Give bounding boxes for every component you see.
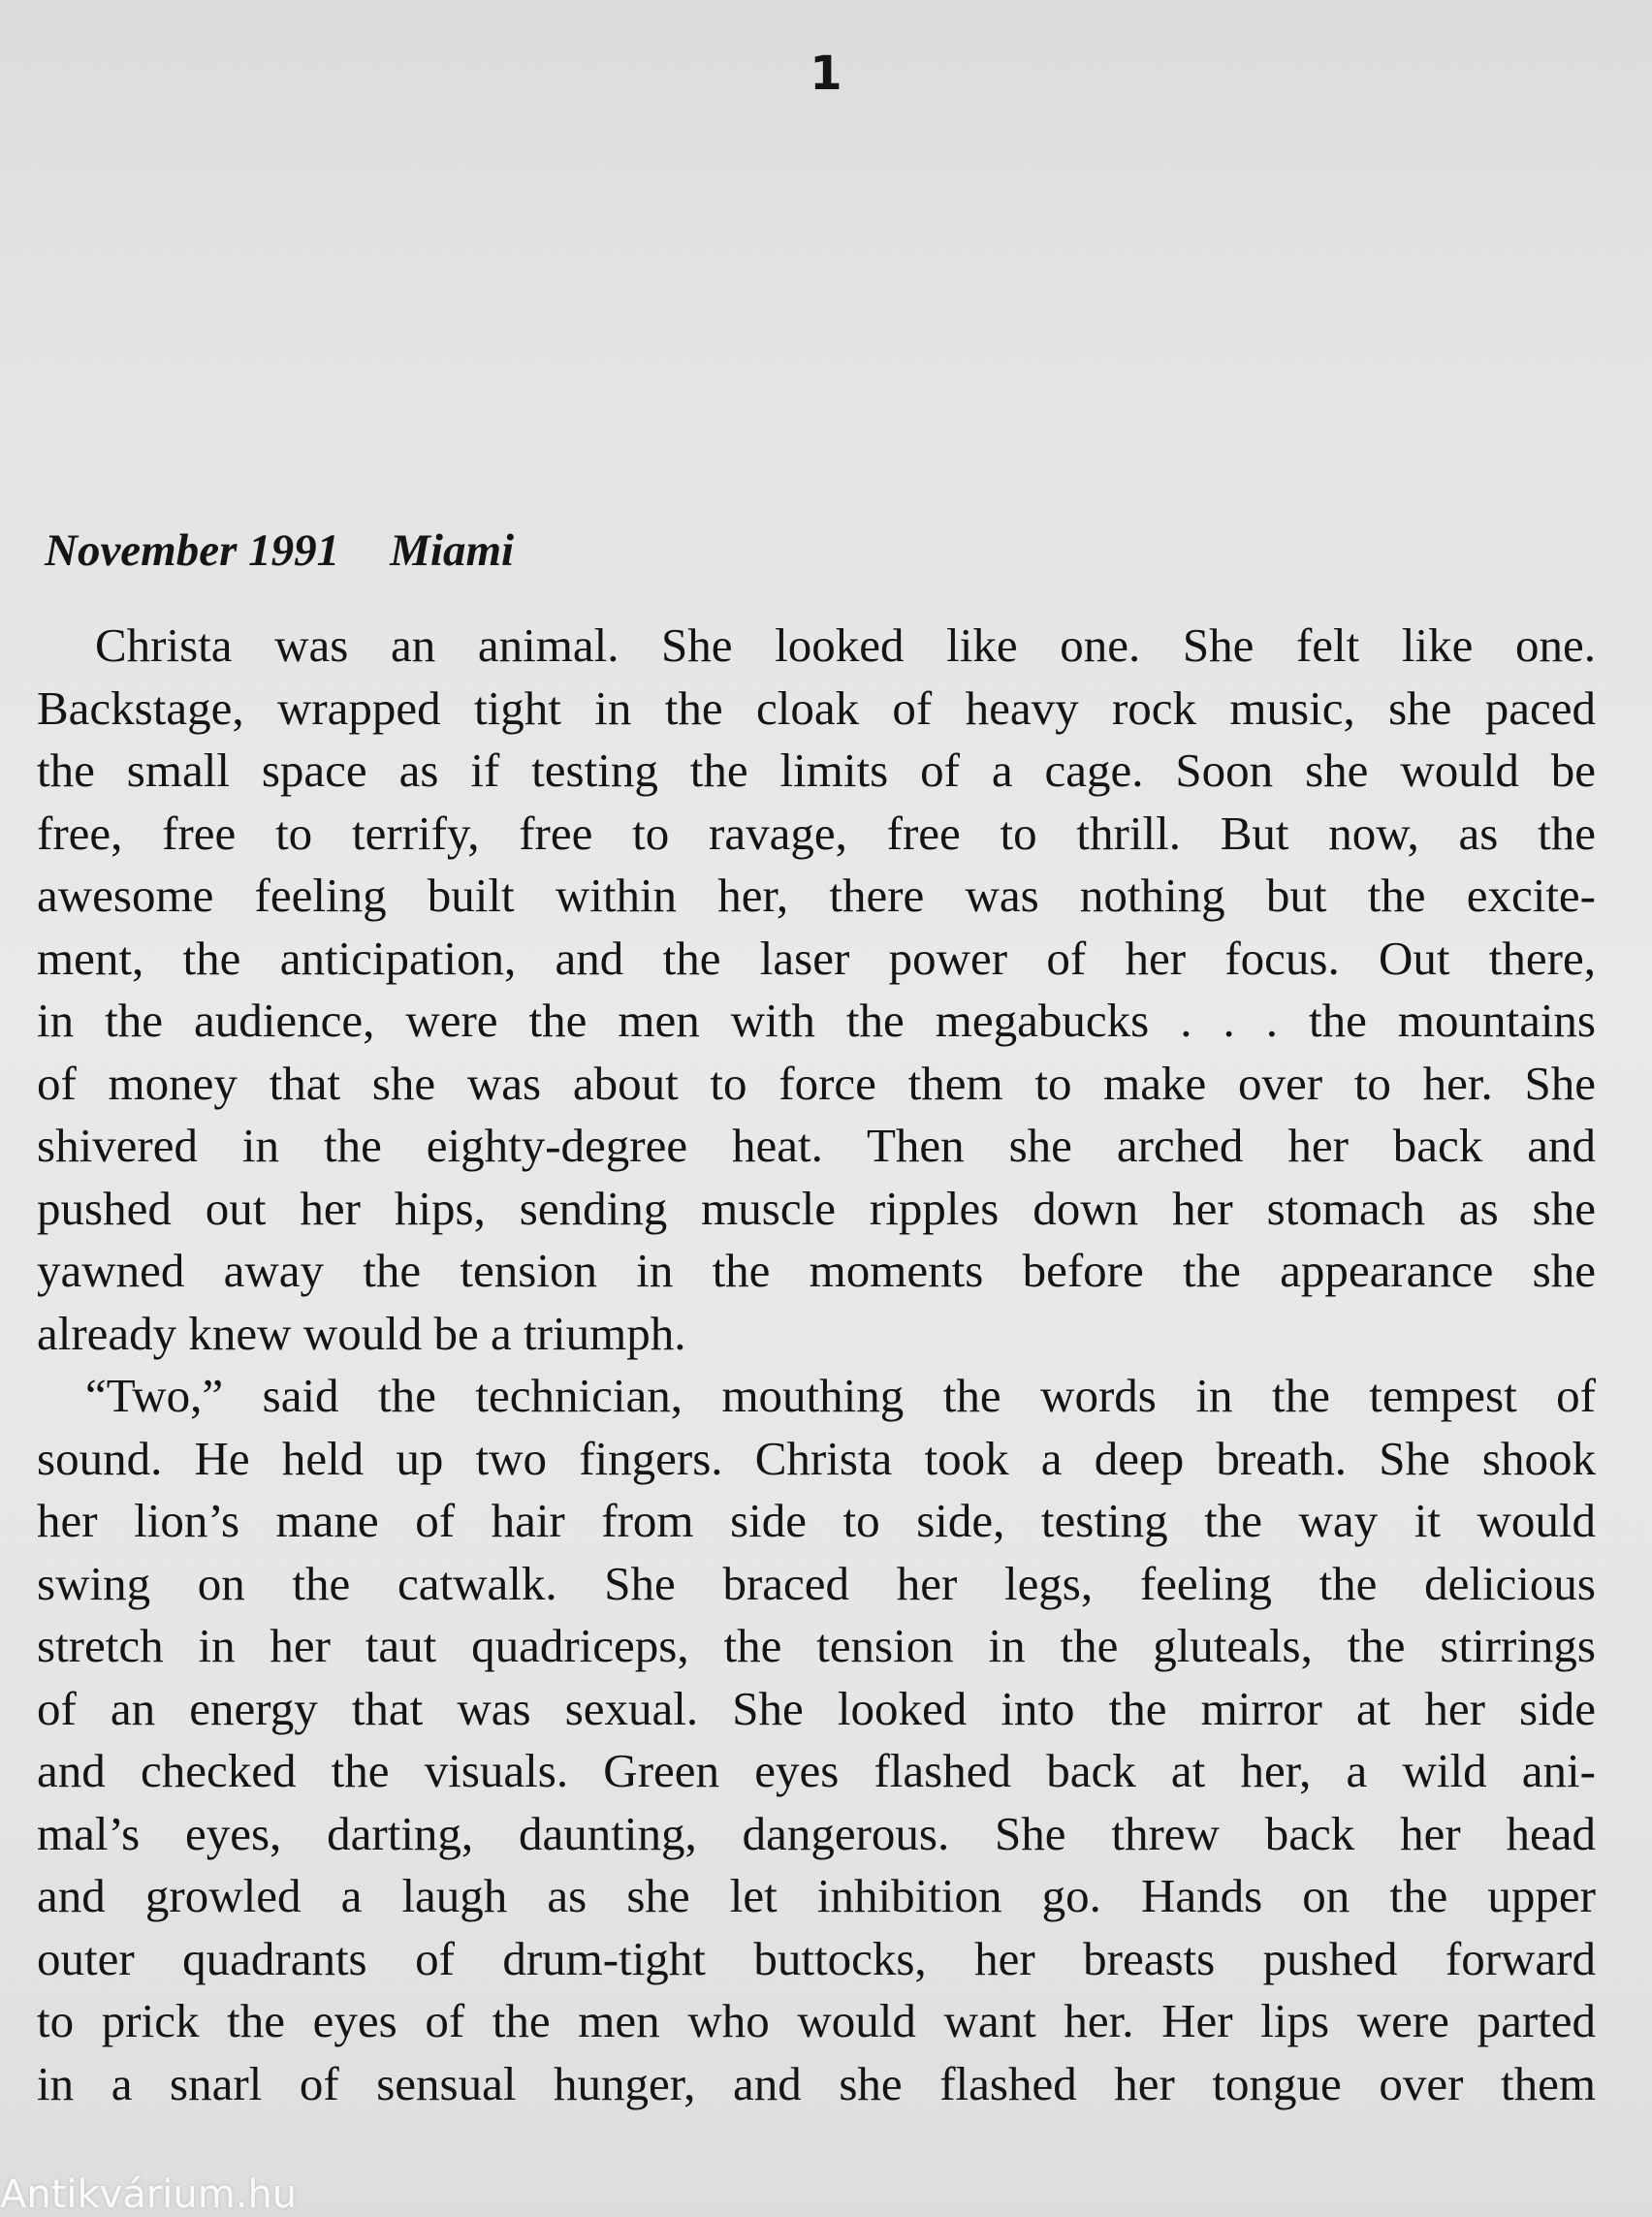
- text-line: of an energy that was sexual. She looked into the mirror at her side: [37, 1681, 1596, 1735]
- text-line: her lion’s mane of hair from side to side, testing the way it would: [37, 1494, 1596, 1547]
- text-line: ment, the anticipation, and the laser power of her focus. Out there,: [37, 931, 1596, 985]
- text-line: outer quadrants of drum-tight buttocks, her breasts pushed forward: [37, 1931, 1596, 1985]
- text-line: mal’s eyes, darting, daunting, dangerous. She threw back her head: [37, 1806, 1596, 1860]
- paragraph-2: [37, 1365, 1596, 2115]
- text-line: sound. He held up two fingers. Christa took a deep breath. She shook: [37, 1431, 1596, 1485]
- text-line: and checked the visuals. Green eyes flashed back at her, a wild ani-: [37, 1744, 1596, 1797]
- chapter-place: Miami: [390, 525, 515, 576]
- text-line: of money that she was about to force them to make over to her. She: [37, 1056, 1596, 1110]
- text-line: stretch in her taut quadriceps, the tension in the gluteals, the stirrings: [37, 1619, 1596, 1672]
- text-line: to prick the eyes of the men who would want her. Her lips were parted: [37, 1994, 1596, 2047]
- text-line: Christa was an animal. She looked like one. She felt like one.: [95, 618, 1596, 672]
- text-line: and growled a laugh as she let inhibition go. Hands on the upper: [37, 1869, 1596, 1922]
- text-line: swing on the catwalk. She braced her legs, feeling the delicious: [37, 1556, 1596, 1610]
- text-line: free, free to terrify, free to ravage, free to thrill. But now, as the: [37, 806, 1596, 860]
- chapter-date: November 1991: [45, 525, 340, 576]
- text-line: “Two,” said the technician, mouthing the words in the tempest of: [85, 1369, 1596, 1422]
- paragraph-1: [37, 615, 1596, 1365]
- chapter-number: 1: [810, 47, 842, 101]
- text-line: yawned away the tension in the moments before the appearance she: [37, 1244, 1596, 1297]
- text-line: in the audience, were the men with the megabucks . . . the mountains: [37, 994, 1596, 1047]
- text-line: the small space as if testing the limits of a cage. Soon she would be: [37, 744, 1596, 797]
- text-line: in a snarl of sensual hunger, and she flashed her tongue over them: [37, 2056, 1596, 2110]
- text-line: shivered in the eighty-degree heat. Then she arched her back and: [37, 1119, 1596, 1172]
- text-line: Backstage, wrapped tight in the cloak of heavy rock music, she paced: [37, 681, 1596, 735]
- chapter-heading: [45, 523, 514, 578]
- watermark: Antikvárium.hu: [0, 2172, 298, 2217]
- body-text: [37, 615, 1596, 2115]
- text-line: already knew would be a triumph.: [37, 1306, 686, 1360]
- text-line: awesome feeling built within her, there was nothing but the excite-: [37, 869, 1596, 922]
- text-line: pushed out her hips, sending muscle ripples down her stomach as she: [37, 1181, 1596, 1235]
